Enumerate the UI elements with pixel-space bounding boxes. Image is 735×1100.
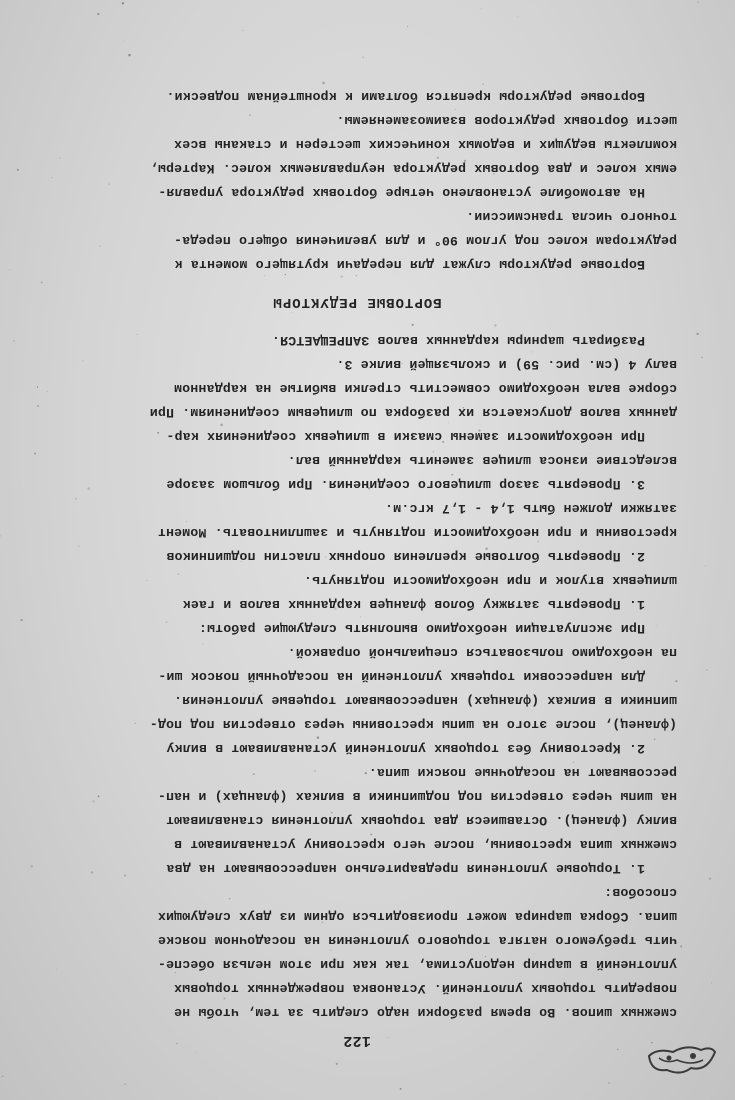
text-line: уплотнений в шарнир недопустима, так как при этом нельзя обеспе- [157,957,677,972]
text-line: смежных шипа крестовины, после чего крестовину устанавливают в [173,837,677,852]
text-line: шипники в вилках (фланцах) напрессовывают торцевые уплотнения. [173,693,677,708]
section-heading: БОРТОВЫЕ РЕДУКТОРЫ [272,294,442,310]
text-line: шипа. Сборка шарнира может производиться одним из двух следующих [157,909,677,924]
page-number: 122 [343,1032,371,1049]
text-line: 2. Проверять болтовые крепления опорных пластин подшипников [166,549,645,564]
text-line: точного числа трансмиссии. [466,209,677,224]
text-line: шлицевых втулок и при необходимости подтянуть. [303,573,677,588]
text-line: 1. Торцовые уплотнения предварительно напрессовывают на два [166,861,645,876]
text-line: Бортовые редукторы служат для передачи крутящего момента к [174,257,645,272]
text-line: крестовины и при необходимости подтянуть и зашплинтовать. Момент [157,525,677,540]
text-line: повредить торцовых уплотнений. Установка поврежденных торцовых [173,981,677,996]
text-line: смежных шипов. Во время разборки надо следить за тем, чтобы не [173,1005,677,1020]
text-line: комплекты ведущих и ведомых конических шестерен и стаканы всех [173,137,677,152]
text-line: чить требуемого натяга торцового уплотнения на посадочном пояске [157,933,677,948]
text-line: па необходимо пользоваться специальной оправкой. [287,645,677,660]
text-line: Для напрессовки торцевых уплотнений на посадочный поясок ши- [158,669,645,684]
text-line: Разбирать шарниры карданных валов ЗАПРЕЩАЕТСЯ. [271,333,645,348]
text-line: 3. Проверять зазор шлицевого соединения. При большом зазоре [166,477,645,492]
text-line: При эксплуатации необходимо выполнять следующие работы: [198,621,645,636]
text-line: (фланец), после этого на шипы крестовины через отверстия под под- [149,717,677,732]
text-line: На автомобиле установлено четыре бортовых редуктора управля- [158,185,645,200]
text-line: редукторам колес под углом 90° и для увеличения общего переда- [173,233,677,248]
text-line: шести бортовых редукторов взаимозаменяемы. [336,113,677,128]
text-line: вилку (фланец). Оставшиеся два торцовых уплотнения станавливают [165,813,677,828]
page-content [37,84,677,1052]
text-block-cardan-shafts [37,328,677,1024]
text-line: Бортовые редукторы крепятся болтами к кронштейнам подвески. [166,89,645,104]
text-block-side-reducers [37,84,677,276]
text-line: данных валов допускается их разборка по шлицевым соединениям. При [149,405,677,420]
text-line: валу 4 (см. рис. 59) и скользящей вилке 3. [336,357,677,372]
text-line: на шипы через отверстия под подшипники в вилках (фланцах) и нап- [157,789,677,804]
text-line: затяжки должен быть 1,4 - 1,7 кгс.м. [384,501,677,516]
text-line: емых колес и два бортовых редуктора неуправляемых колес. Картеры, [149,161,677,176]
text-line: При необходимости замены смазки в шлицевых соединениях кар- [166,429,645,444]
text-line: рессовывают на посадочные пояски шипа. [368,765,677,780]
text-line: вследствие износа шлицев заменить карданный вал. [287,453,677,468]
text-line: сборке вала необходимо совместить стрелки выбитые на карданном [173,381,677,396]
text-line: 1. Проверять затяжку болов фланцев карданных валов и гаек [182,597,645,612]
text-line: 2. Крестовину без торцовых уплотнений устанавливают в вилку [166,741,645,756]
text-line: способов: [603,885,677,900]
